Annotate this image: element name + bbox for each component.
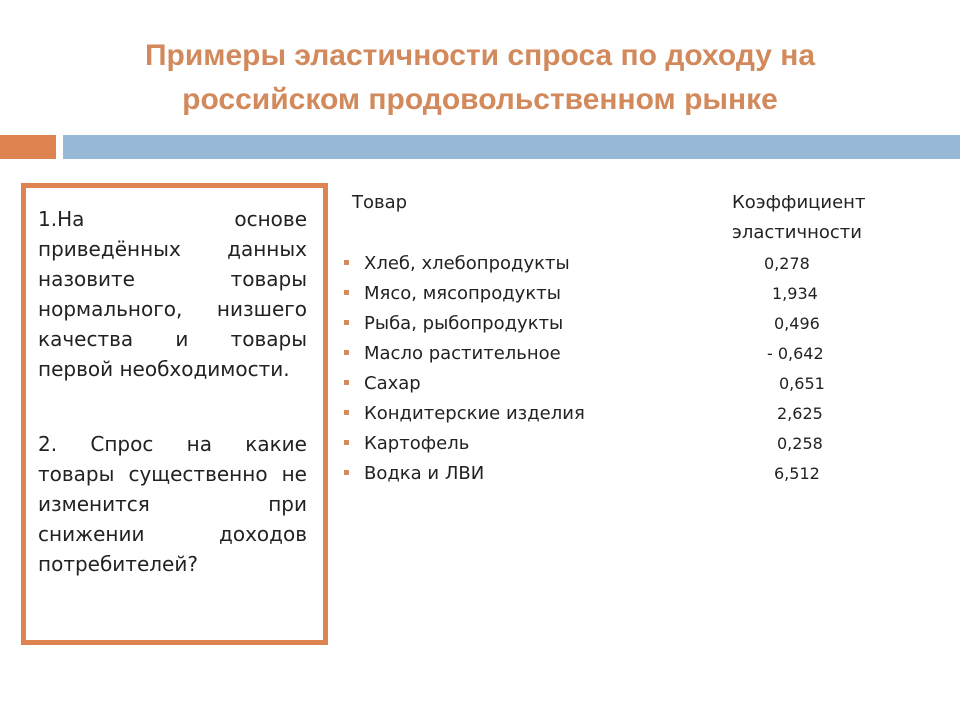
decorative-bar-orange [0, 135, 56, 159]
elasticity-value: 0,258 [777, 434, 823, 453]
table-row [343, 399, 863, 429]
good-name: Водка и ЛВИ [364, 463, 485, 484]
elasticity-value: 0,278 [764, 254, 810, 273]
good-name: Мясо, мясопродукты [364, 283, 561, 304]
good-name: Масло растительное [364, 343, 561, 364]
bullet-icon: ▪ [343, 467, 350, 478]
bullet-icon: ▪ [343, 257, 350, 268]
good-name: Рыба, рыбопродукты [364, 313, 564, 334]
bullet-icon: ▪ [343, 347, 350, 358]
table-row [343, 339, 863, 369]
table-row [343, 309, 863, 339]
good-name: Картофель [364, 433, 470, 454]
bullet-icon: ▪ [343, 287, 350, 298]
elasticity-value: 6,512 [774, 464, 820, 483]
elasticity-value: 0,496 [774, 314, 820, 333]
question-2: 2. Спрос на какие товары существенно не изменится при снижении доходов потребителей? [38, 432, 307, 576]
header-coef-line2: эластичности [732, 222, 862, 243]
slide-title: Примеры эластичности спроса по доходу на российском продовольственном рынке [144, 39, 816, 116]
good-name: Сахар [364, 373, 421, 394]
table-header-good: Товар [352, 192, 408, 213]
elasticity-value: 2,625 [777, 404, 823, 423]
bullet-icon: ▪ [343, 317, 350, 328]
elasticity-value: 1,934 [772, 284, 818, 303]
question-1: 1.На основе приведённых данных назовите товары нормального, низшего качества и товары первой необходимости. [38, 207, 307, 381]
table-row [343, 249, 863, 279]
elasticity-value: - 0,642 [767, 344, 824, 363]
table-row [343, 369, 863, 399]
bullet-icon: ▪ [343, 377, 350, 388]
bullet-icon: ▪ [343, 437, 350, 448]
good-name: Хлеб, хлебопродукты [364, 253, 570, 274]
table-row [343, 429, 863, 459]
table-header-coefficient [732, 188, 902, 248]
table-row [343, 279, 863, 309]
decorative-bar-blue [63, 135, 960, 159]
elasticity-value: 0,651 [779, 374, 825, 393]
good-name: Кондитерские изделия [364, 403, 585, 424]
header-coef-line1: Коэффициент [732, 192, 866, 213]
table-row [343, 459, 863, 489]
bullet-icon: ▪ [343, 407, 350, 418]
